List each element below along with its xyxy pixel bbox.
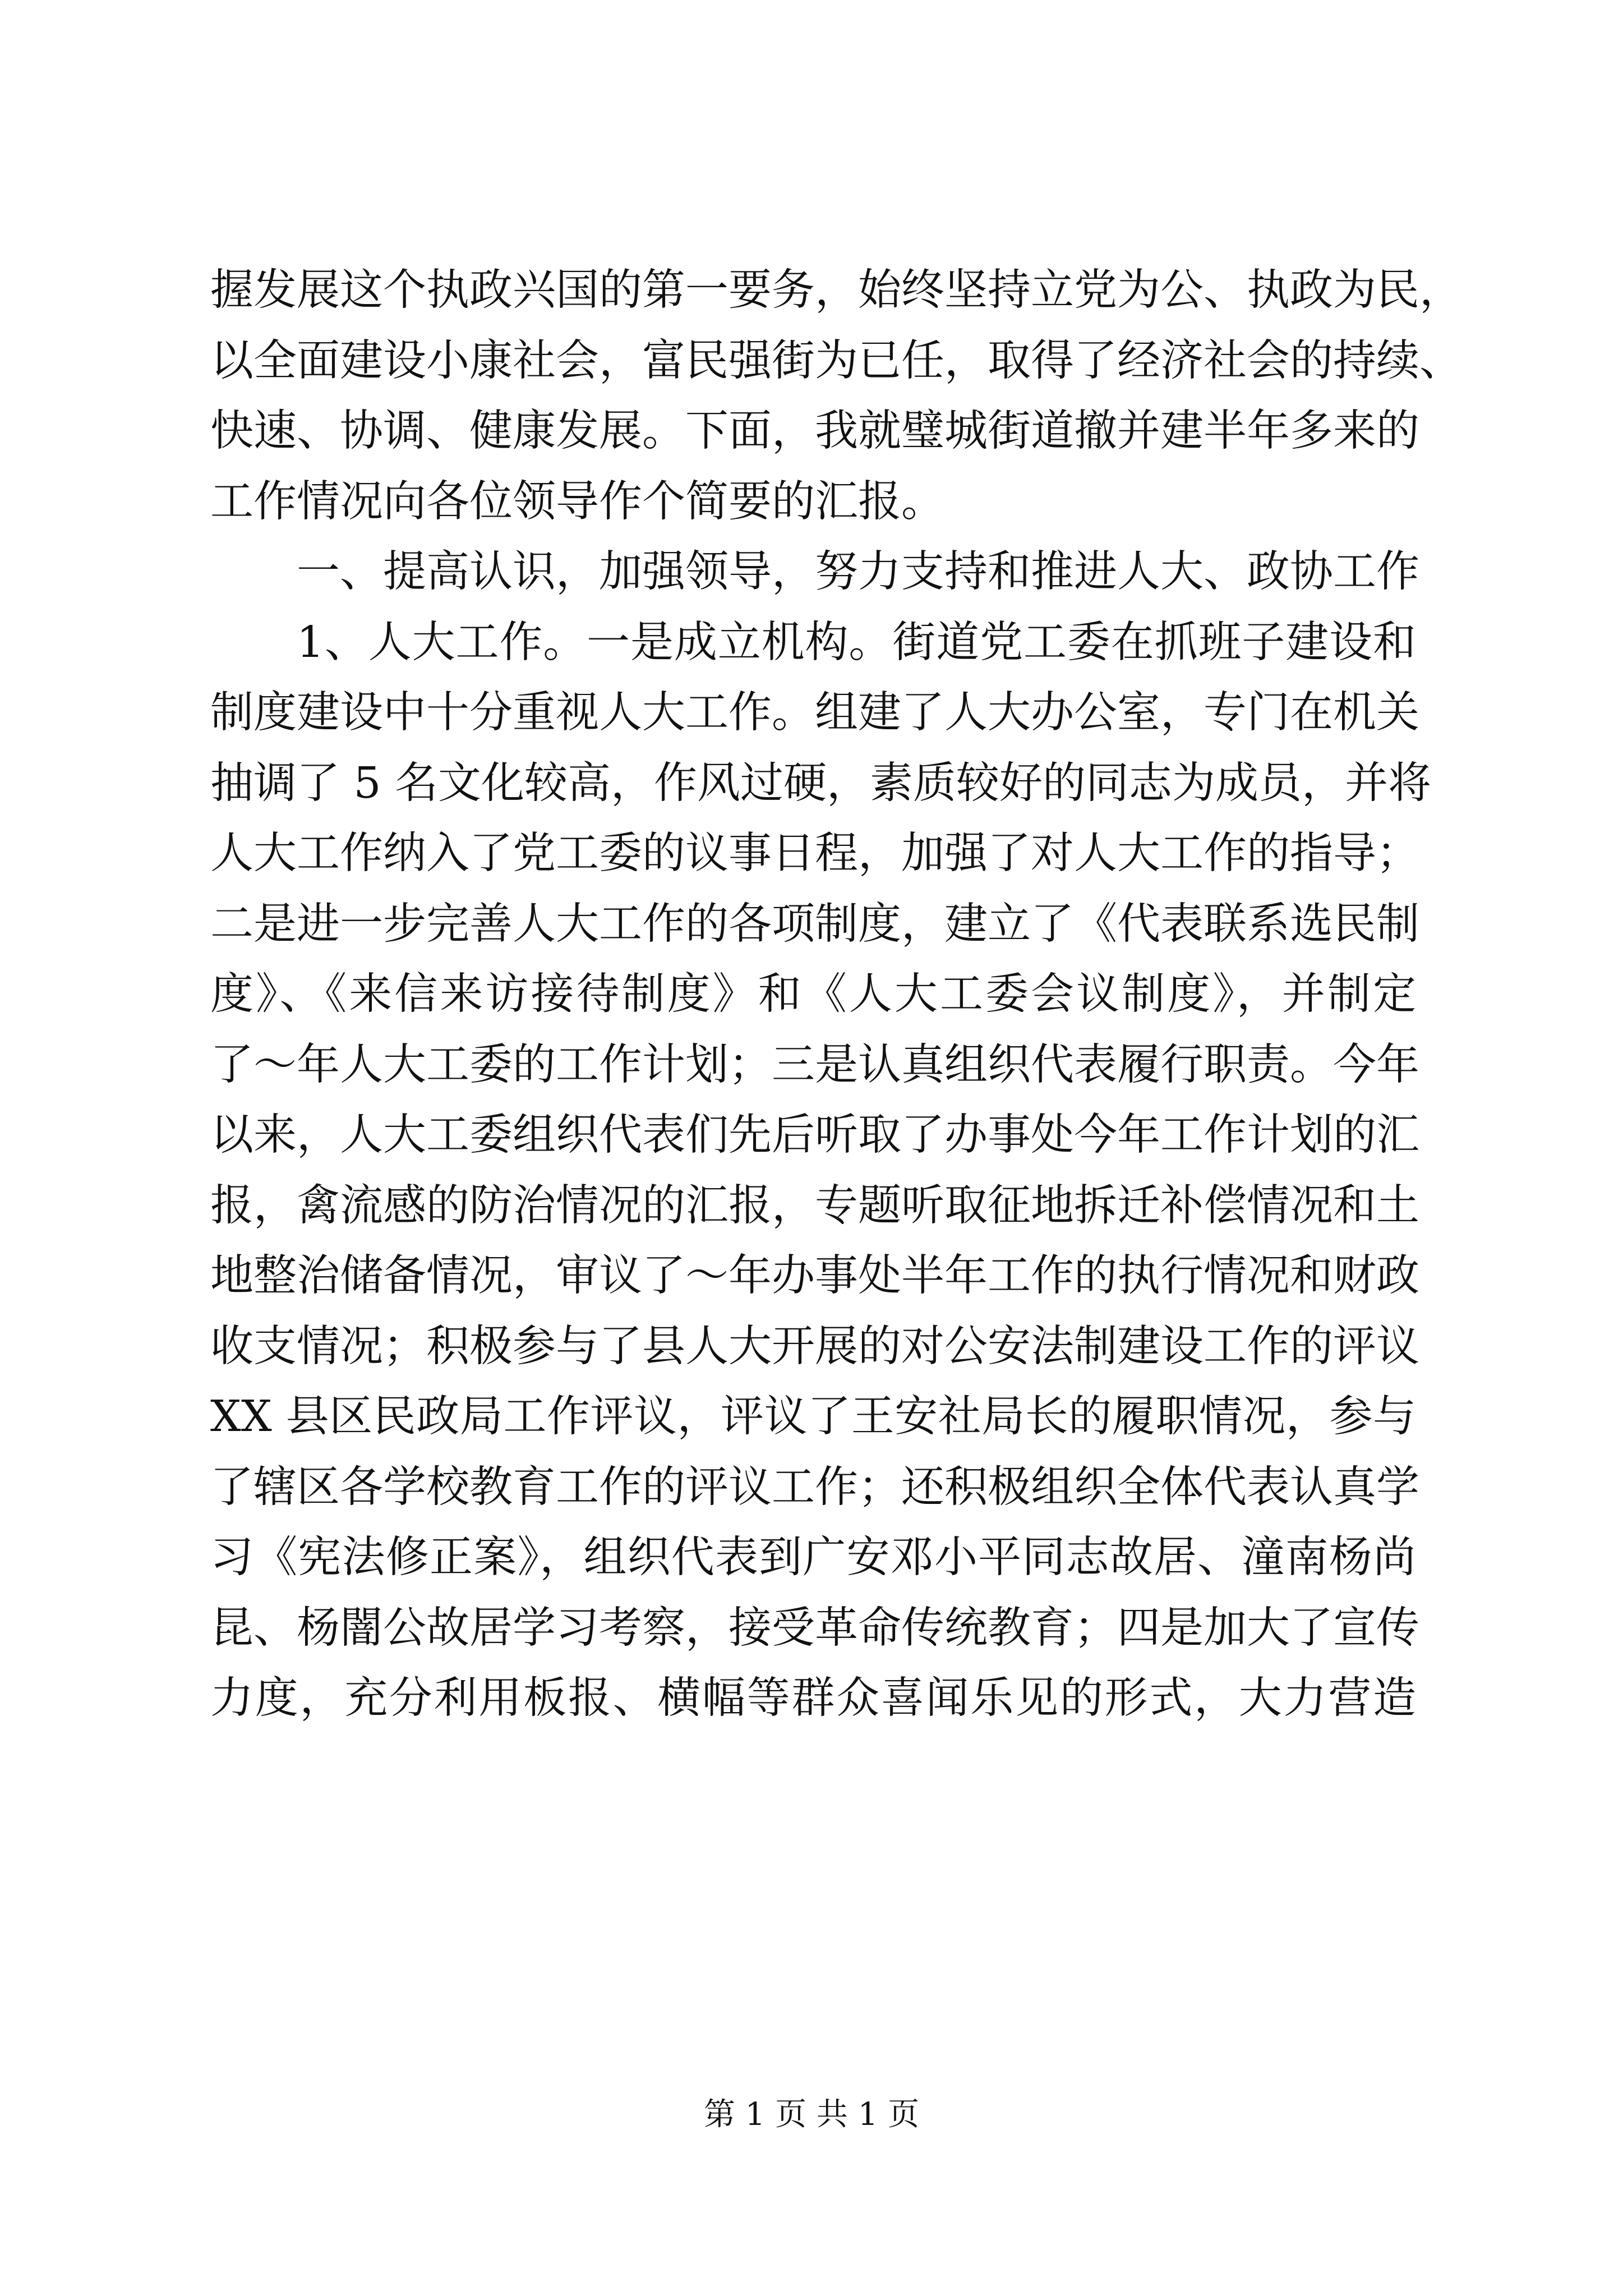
page-footer [0, 2090, 1623, 2134]
text-line: 度》、《来信来访接待制度》和《人大工委会议制度》，并制定 [210, 969, 1416, 1019]
text-line: 力度，充分利用板报、横幅等群众喜闻乐见的形式，大力营造 [210, 1673, 1416, 1723]
text-line: 抽调了 5 名文化较高，作风过硬，素质较好的同志为成员，并将 [210, 758, 1431, 808]
text-line: 工作情况向各位领导作个简要的汇报。 [210, 476, 944, 527]
text-line: 以全面建设小康社会，富民强街为已任，取得了经济社会的持续、 [210, 335, 1463, 386]
text-line: 了～年人大工委的工作计划；三是认真组织代表履行职责。今年 [210, 1039, 1419, 1090]
document-body [210, 255, 1463, 1734]
text-line: 了辖区各学校教育工作的评议工作；还积极组织全体代表认真学 [210, 1462, 1419, 1512]
text-line: 二是进一步完善人大工作的各项制度，建立了《代表联系选民制 [210, 899, 1419, 949]
text-line: 快速、协调、健康发展。下面，我就璧城街道撤并建半年多来的 [210, 406, 1419, 456]
text-line: 地整治储备情况，审议了～年办事处半年工作的执行情况和财政 [210, 1251, 1419, 1301]
text-line: 人大工作纳入了党工委的议事日程，加强了对人大工作的指导； [210, 829, 1419, 878]
text-line: 昆、杨闇公故居学习考察，接受革命传统教育；四是加大了宣传 [210, 1603, 1419, 1653]
text-line: 以来，人大工委组织代表们先后听取了办事处今年工作计划的汇 [210, 1110, 1419, 1160]
text-line: 习《宪法修正案》，组织代表到广安邓小平同志故居、潼南杨尚 [210, 1533, 1416, 1582]
section-heading: 一、提高认识，加强领导，努力支持和推进人大、政协工作 [297, 547, 1419, 597]
text-line: 收支情况；积极参与了县人大开展的对公安法制建设工作的评议 [210, 1321, 1419, 1372]
text-line: 制度建设中十分重视人大工作。组建了人大办公室，专门在机关 [210, 688, 1419, 738]
page-number: 第 1 页 共 1 页 [703, 2096, 920, 2133]
text-line: 报，禽流感的防治情况的汇报，专题听取征地拆迁补偿情况和土 [210, 1180, 1419, 1231]
text-line: XX 县区民政局工作评议，评议了王安社局长的履职情况，参与 [210, 1392, 1416, 1442]
paragraph-first-line: 1、人大工作。一是成立机构。街道党工委在抓班子建设和 [297, 617, 1416, 668]
text-line: 握发展这个执政兴国的第一要务，始终坚持立党为公、执政为民， [210, 265, 1463, 315]
